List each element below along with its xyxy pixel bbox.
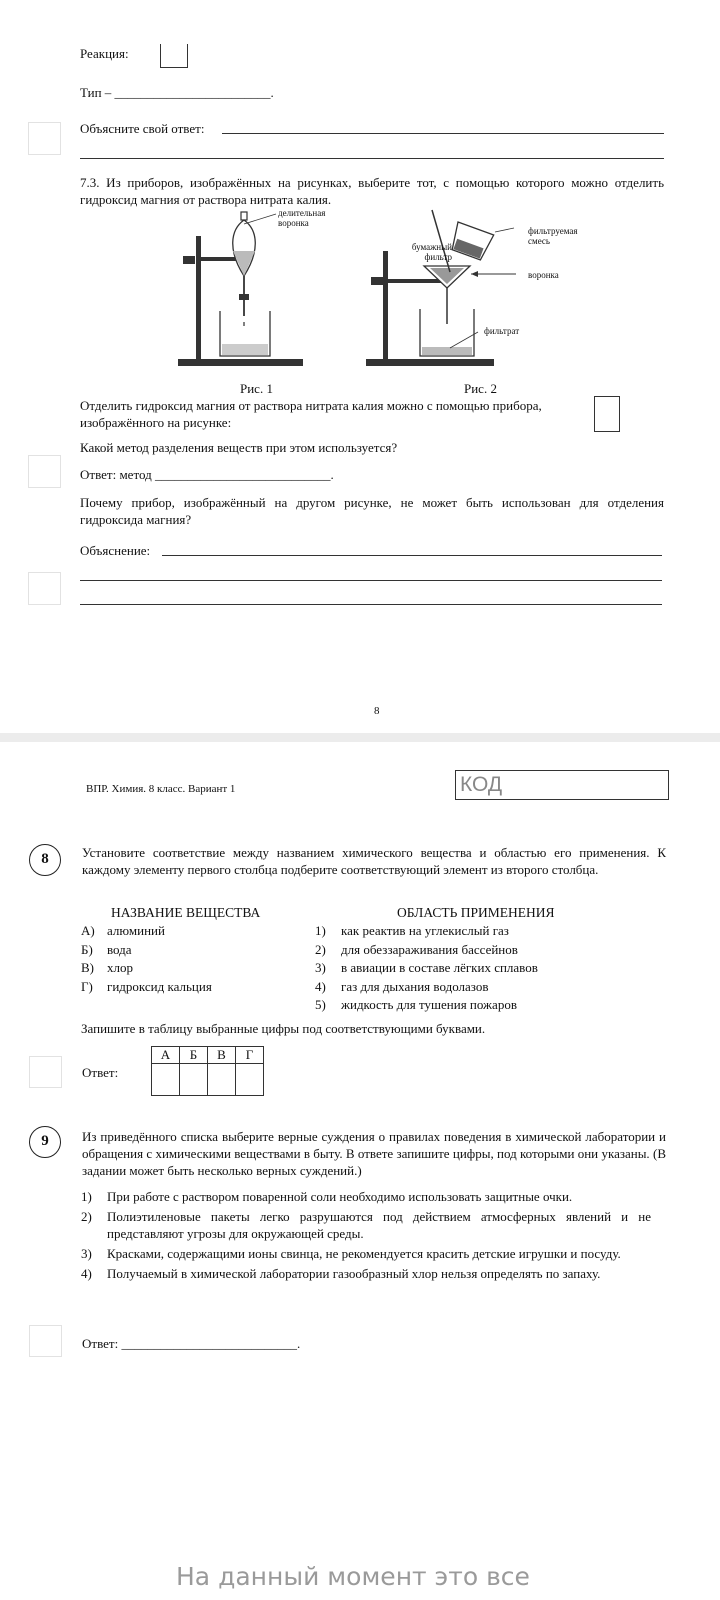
type-label: Тип – ________________________. xyxy=(80,85,274,100)
page-number: 8 xyxy=(374,705,380,717)
reaction-answer-box[interactable] xyxy=(160,44,188,68)
list-item: 5) жидкость для тушения пожаров xyxy=(315,997,517,1012)
label-separatory-funnel: делительная воронка xyxy=(278,208,326,228)
score-box xyxy=(29,1325,62,1357)
table-header-cell: Г xyxy=(236,1047,264,1064)
answer-line[interactable] xyxy=(80,158,664,159)
table-header-cell: А xyxy=(152,1047,180,1064)
list-item: Г) гидроксид кальция xyxy=(81,978,212,994)
answer-line[interactable] xyxy=(222,133,664,134)
page-separator xyxy=(0,733,720,742)
answer-table-input-row xyxy=(152,1064,264,1096)
question-7-3: 7.3. Из приборов, изображённых на рисунках, выберите тот, с помощью которого можно отделить гидроксид магния от раствора нитрата калия. xyxy=(80,175,664,207)
list-item: В) хлор xyxy=(81,960,133,975)
list-item: 4) газ для дыхания водолазов xyxy=(315,978,489,994)
list-item: 2) для обеззараживания бассейнов xyxy=(315,941,518,957)
page-header: ВПР. Химия. 8 класс. Вариант 1 xyxy=(86,783,236,795)
explain-label: Объясните свой ответ: xyxy=(80,121,205,136)
why-question: Почему прибор, изображённый на другом рисунке, не может быть использован для отделения гидроксида магния? xyxy=(80,495,664,527)
table-header-cell: В xyxy=(208,1047,236,1064)
question-9-number: 9 xyxy=(29,1126,61,1158)
question-9-text: Из приведённого списка выберите верные суждения о правилах поведения в химической лаборатории и обращения с химическими веществами в быту. В ответе запишите цифры, под которыми они указаны. (В задании может быть несколько верных суждений.) xyxy=(82,1129,666,1178)
list-item: 4) Получаемый в химической лаборатории газообразный хлор нельзя определять по запаху. xyxy=(81,1266,601,1281)
method-question: Какой метод разделения веществ при этом используется? xyxy=(80,440,398,455)
answer-line[interactable] xyxy=(162,555,662,556)
answer-cell[interactable] xyxy=(208,1064,236,1096)
question-8-number: 8 xyxy=(29,844,61,876)
answer-table xyxy=(151,1046,264,1096)
list-item: 1) как реактив на углекислый газ xyxy=(315,923,509,938)
answer-line[interactable] xyxy=(80,604,662,605)
figure-2-caption: Рис. 2 xyxy=(464,381,497,396)
list-item: 3) в авиации в составе лёгких сплавов xyxy=(315,960,538,975)
separate-statement: Отделить гидроксид магния от раствора нитрата калия можно с помощью прибора, изображённого на рисунке: xyxy=(80,398,542,430)
bottom-caption: На данный момент это все xyxy=(176,1562,530,1591)
answer-line[interactable] xyxy=(80,580,662,581)
table-header-cell: Б xyxy=(180,1047,208,1064)
score-box xyxy=(28,572,61,605)
answer-cell[interactable] xyxy=(180,1064,208,1096)
column-header-substance: НАЗВАНИЕ ВЕЩЕСТВА xyxy=(111,905,261,920)
label-paper-filter: бумажный фильтр xyxy=(411,242,452,262)
list-item: 1) При работе с раствором поваренной соли необходимо использовать защитные очки. xyxy=(81,1189,573,1204)
answer-table-header xyxy=(152,1047,264,1064)
answer-cell[interactable] xyxy=(152,1064,180,1096)
question-8-text: Установите соответствие между названием химического вещества и областью его применения. К каждому элементу первого столбца подберите соответствующий элемент из второго столбца. xyxy=(82,845,666,877)
question-8-instruction: Запишите в таблицу выбранные цифры под соответствующими буквами. xyxy=(81,1021,486,1036)
label-filtered-mixture: фильтруемая смесь xyxy=(528,226,578,246)
question-9-answer: Ответ: ___________________________. xyxy=(82,1336,301,1351)
score-box xyxy=(28,455,61,488)
figure-1-separatory-funnel xyxy=(178,212,303,366)
answer-method: Ответ: метод ___________________________. xyxy=(80,467,334,482)
list-item: 3) Красками, содержащими ионы свинца, не рекомендуется красить детские игрушки и посуду. xyxy=(81,1246,621,1261)
list-item: 2) Полиэтиленовые пакеты легко разрушаются под действием атмосферных явлений и не представляют угрозы для окружающей среды. xyxy=(81,1209,651,1241)
figure-2-filtration xyxy=(366,210,516,366)
statement-list xyxy=(81,1188,651,1282)
score-box xyxy=(29,1056,62,1088)
list-item: Б) вода xyxy=(81,941,132,957)
list-item: А) алюминий xyxy=(81,923,165,938)
answer-cell[interactable] xyxy=(236,1064,264,1096)
figure-1-caption: Рис. 1 xyxy=(240,381,273,396)
substance-list xyxy=(81,922,212,996)
reaction-label: Реакция: xyxy=(80,46,129,61)
figure-answer-box[interactable] xyxy=(594,396,620,432)
explanation-label: Объяснение: xyxy=(80,543,151,558)
label-funnel: воронка xyxy=(528,270,559,280)
application-list xyxy=(315,922,538,1015)
column-header-application: ОБЛАСТЬ ПРИМЕНЕНИЯ xyxy=(397,905,555,920)
code-field[interactable]: КОД xyxy=(455,770,669,800)
label-filtrate: фильтрат xyxy=(484,326,520,336)
score-box xyxy=(28,122,61,155)
question-8-answer-label: Ответ: xyxy=(82,1065,119,1080)
